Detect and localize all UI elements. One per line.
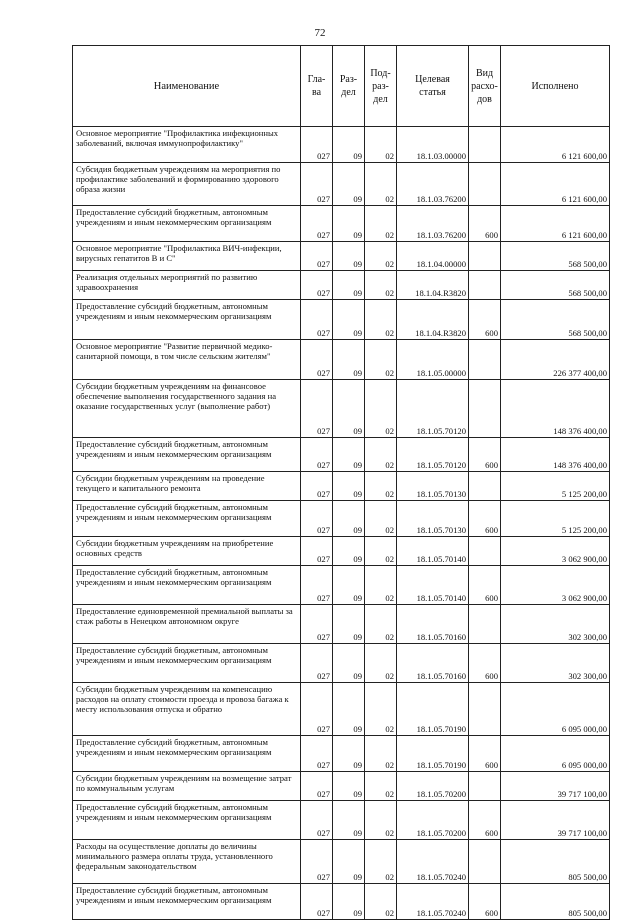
cell-executed: 6 121 600,00 (501, 127, 610, 163)
table-row (73, 472, 610, 501)
header-expense-type-line-3: дов (477, 93, 492, 105)
cell-subsection: 02 (365, 884, 397, 920)
cell-executed: 805 500,00 (501, 840, 610, 884)
cell-expense-type (469, 605, 501, 644)
cell-chapter: 027 (301, 605, 333, 644)
cell-executed: 6 121 600,00 (501, 163, 610, 206)
cell-subsection: 02 (365, 271, 397, 300)
table-row (73, 736, 610, 772)
cell-target: 18.1.05.70140 (397, 566, 469, 605)
table-row (73, 206, 610, 242)
table-row (73, 242, 610, 271)
cell-subsection: 02 (365, 644, 397, 683)
header-target (397, 46, 469, 127)
cell-name: Предоставление субсидий бюджетным, автономным учреждениям и иным некоммерческим организациям (73, 884, 301, 920)
cell-expense-type (469, 163, 501, 206)
cell-name: Предоставление субсидий бюджетным, автономным учреждениям и иным некоммерческим организациям (73, 501, 301, 537)
cell-chapter: 027 (301, 472, 333, 501)
cell-name: Предоставление субсидий бюджетным, автономным учреждениям и иным некоммерческим организациям (73, 566, 301, 605)
cell-executed: 3 062 900,00 (501, 537, 610, 566)
cell-expense-type: 600 (469, 501, 501, 537)
cell-chapter: 027 (301, 340, 333, 380)
cell-name: Основное мероприятие "Профилактика инфекционных заболеваний, включая иммунопрофилактику" (73, 127, 301, 163)
cell-target: 18.1.04.R3820 (397, 271, 469, 300)
cell-section: 09 (333, 163, 365, 206)
cell-subsection: 02 (365, 537, 397, 566)
cell-section: 09 (333, 772, 365, 801)
cell-expense-type (469, 472, 501, 501)
cell-name: Предоставление субсидий бюджетным, автономным учреждениям и иным некоммерческим организациям (73, 801, 301, 840)
table-row (73, 537, 610, 566)
cell-executed: 39 717 100,00 (501, 801, 610, 840)
cell-chapter: 027 (301, 772, 333, 801)
cell-executed: 5 125 200,00 (501, 501, 610, 537)
cell-expense-type (469, 537, 501, 566)
cell-target: 18.1.05.70190 (397, 683, 469, 736)
header-section-line-1: Раз- (339, 74, 358, 85)
header-executed: Исполнено (501, 46, 610, 127)
cell-chapter: 027 (301, 300, 333, 340)
cell-section: 09 (333, 271, 365, 300)
cell-subsection: 02 (365, 772, 397, 801)
cell-name: Предоставление субсидий бюджетным, автономным учреждениям и иным некоммерческим организациям (73, 206, 301, 242)
cell-expense-type: 600 (469, 206, 501, 242)
cell-target: 18.1.05.70160 (397, 605, 469, 644)
cell-target: 18.1.03.00000 (397, 127, 469, 163)
cell-target: 18.1.05.70140 (397, 537, 469, 566)
cell-section: 09 (333, 801, 365, 840)
cell-section: 09 (333, 566, 365, 605)
cell-executed: 805 500,00 (501, 884, 610, 920)
cell-executed: 568 500,00 (501, 242, 610, 271)
cell-chapter: 027 (301, 242, 333, 271)
cell-target: 18.1.05.70160 (397, 644, 469, 683)
budget-execution-table (72, 45, 610, 920)
header-subsection-line-2: раз- (372, 80, 389, 92)
cell-section: 09 (333, 644, 365, 683)
table-row (73, 605, 610, 644)
table-row (73, 438, 610, 472)
cell-name: Основное мероприятие "Развитие первичной медико-санитарной помощи, в том числе сельским жителям" (73, 340, 301, 380)
cell-subsection: 02 (365, 438, 397, 472)
cell-chapter: 027 (301, 271, 333, 300)
header-expense-type-line-2: расхо- (471, 80, 498, 92)
header-chapter-line-2: ва (311, 87, 322, 98)
table-row (73, 644, 610, 683)
cell-section: 09 (333, 605, 365, 644)
cell-subsection: 02 (365, 605, 397, 644)
cell-section: 09 (333, 472, 365, 501)
cell-executed: 568 500,00 (501, 271, 610, 300)
table-row (73, 772, 610, 801)
cell-executed: 3 062 900,00 (501, 566, 610, 605)
cell-executed: 5 125 200,00 (501, 472, 610, 501)
cell-subsection: 02 (365, 566, 397, 605)
cell-target: 18.1.05.70200 (397, 772, 469, 801)
cell-chapter: 027 (301, 537, 333, 566)
cell-target: 18.1.05.70130 (397, 472, 469, 501)
cell-expense-type (469, 683, 501, 736)
cell-chapter: 027 (301, 566, 333, 605)
cell-chapter: 027 (301, 206, 333, 242)
cell-name: Предоставление субсидий бюджетным, автономным учреждениям и иным некоммерческим организациям (73, 736, 301, 772)
cell-section: 09 (333, 537, 365, 566)
table-row (73, 300, 610, 340)
cell-chapter: 027 (301, 644, 333, 683)
cell-section: 09 (333, 683, 365, 736)
cell-name: Реализация отдельных мероприятий по развитию здравоохранения (73, 271, 301, 300)
cell-chapter: 027 (301, 501, 333, 537)
cell-subsection: 02 (365, 683, 397, 736)
cell-executed: 148 376 400,00 (501, 438, 610, 472)
header-expense-type (469, 46, 501, 127)
cell-chapter: 027 (301, 163, 333, 206)
header-name: Наименование (73, 46, 301, 127)
cell-subsection: 02 (365, 340, 397, 380)
table-row (73, 566, 610, 605)
cell-name: Предоставление единовременной премиальной выплаты за стаж работы в Ненецком автономном округе (73, 605, 301, 644)
cell-expense-type (469, 242, 501, 271)
cell-section: 09 (333, 501, 365, 537)
cell-target: 18.1.05.70190 (397, 736, 469, 772)
cell-target: 18.1.04.00000 (397, 242, 469, 271)
cell-chapter: 027 (301, 884, 333, 920)
cell-executed: 568 500,00 (501, 300, 610, 340)
cell-chapter: 027 (301, 380, 333, 438)
cell-expense-type: 600 (469, 644, 501, 683)
cell-chapter: 027 (301, 127, 333, 163)
cell-name: Субсидии бюджетным учреждениям на приобретение основных средств (73, 537, 301, 566)
table-row (73, 840, 610, 884)
header-target-line-1: Целевая (415, 74, 450, 85)
table-body (73, 127, 610, 920)
cell-expense-type (469, 772, 501, 801)
cell-expense-type: 600 (469, 300, 501, 340)
cell-subsection: 02 (365, 801, 397, 840)
header-section-line-2: дел (341, 87, 356, 98)
cell-target: 18.1.05.70120 (397, 380, 469, 438)
cell-target: 18.1.05.70120 (397, 438, 469, 472)
cell-executed: 226 377 400,00 (501, 340, 610, 380)
cell-subsection: 02 (365, 380, 397, 438)
header-target-line-2: статья (419, 87, 446, 98)
cell-chapter: 027 (301, 840, 333, 884)
cell-subsection: 02 (365, 501, 397, 537)
cell-expense-type: 600 (469, 566, 501, 605)
cell-subsection: 02 (365, 736, 397, 772)
cell-expense-type (469, 271, 501, 300)
cell-chapter: 027 (301, 683, 333, 736)
cell-executed: 148 376 400,00 (501, 380, 610, 438)
cell-subsection: 02 (365, 163, 397, 206)
cell-executed: 6 095 000,00 (501, 683, 610, 736)
cell-target: 18.1.05.70240 (397, 884, 469, 920)
cell-subsection: 02 (365, 242, 397, 271)
cell-target: 18.1.05.70200 (397, 801, 469, 840)
cell-chapter: 027 (301, 801, 333, 840)
cell-name: Субсидии бюджетным учреждениям на компенсацию расходов на оплату стоимости проезда и провоза багажа к месту использования отпуска и обратно (73, 683, 301, 736)
cell-name: Субсидии бюджетным учреждениям на возмещение затрат по коммунальным услугам (73, 772, 301, 801)
cell-expense-type: 600 (469, 884, 501, 920)
table-row (73, 501, 610, 537)
cell-section: 09 (333, 884, 365, 920)
table-row (73, 127, 610, 163)
cell-expense-type: 600 (469, 438, 501, 472)
cell-target: 18.1.03.76200 (397, 206, 469, 242)
header-subsection-line-3: дел (373, 93, 388, 105)
cell-section: 09 (333, 380, 365, 438)
cell-target: 18.1.05.70240 (397, 840, 469, 884)
cell-executed: 302 300,00 (501, 644, 610, 683)
cell-expense-type (469, 340, 501, 380)
table-row (73, 884, 610, 920)
cell-section: 09 (333, 340, 365, 380)
header-chapter-line-1: Гла- (307, 74, 326, 85)
header-expense-type-line-1: Вид (475, 67, 494, 79)
table-row (73, 340, 610, 380)
cell-expense-type (469, 380, 501, 438)
cell-section: 09 (333, 438, 365, 472)
cell-target: 18.1.04.R3820 (397, 300, 469, 340)
cell-executed: 6 121 600,00 (501, 206, 610, 242)
table-row (73, 801, 610, 840)
cell-executed: 6 095 000,00 (501, 736, 610, 772)
cell-section: 09 (333, 127, 365, 163)
cell-section: 09 (333, 736, 365, 772)
cell-expense-type: 600 (469, 736, 501, 772)
cell-target: 18.1.05.00000 (397, 340, 469, 380)
cell-section: 09 (333, 206, 365, 242)
cell-name: Предоставление субсидий бюджетным, автономным учреждениям и иным некоммерческим организациям (73, 644, 301, 683)
table-row (73, 683, 610, 736)
table-row (73, 163, 610, 206)
cell-name: Предоставление субсидий бюджетным, автономным учреждениям и иным некоммерческим организациям (73, 438, 301, 472)
page-number: 72 (314, 27, 326, 39)
cell-name: Расходы на осуществление доплаты до величины минимального размера оплаты труда, установленного федеральным законодательством (73, 840, 301, 884)
table-header-row (73, 46, 610, 127)
cell-executed: 39 717 100,00 (501, 772, 610, 801)
cell-subsection: 02 (365, 840, 397, 884)
cell-section: 09 (333, 840, 365, 884)
cell-chapter: 027 (301, 736, 333, 772)
cell-subsection: 02 (365, 127, 397, 163)
cell-section: 09 (333, 242, 365, 271)
header-chapter (301, 46, 333, 127)
cell-target: 18.1.03.76200 (397, 163, 469, 206)
cell-name: Субсидии бюджетным учреждениям на проведение текущего и капитального ремонта (73, 472, 301, 501)
table-row (73, 271, 610, 300)
header-subsection (365, 46, 397, 127)
cell-expense-type: 600 (469, 801, 501, 840)
header-section (333, 46, 365, 127)
header-subsection-line-1: Под- (370, 67, 391, 79)
cell-name: Предоставление субсидий бюджетным, автономным учреждениям и иным некоммерческим организациям (73, 300, 301, 340)
cell-target: 18.1.05.70130 (397, 501, 469, 537)
cell-chapter: 027 (301, 438, 333, 472)
cell-expense-type (469, 127, 501, 163)
cell-expense-type (469, 840, 501, 884)
cell-name: Основное мероприятие "Профилактика ВИЧ-инфекции, вирусных гепатитов В и С" (73, 242, 301, 271)
cell-section: 09 (333, 300, 365, 340)
cell-subsection: 02 (365, 300, 397, 340)
cell-name: Субсидия бюджетным учреждениям на мероприятия по профилактике заболеваний и формированию здорового образа жизни (73, 163, 301, 206)
cell-subsection: 02 (365, 206, 397, 242)
cell-name: Субсидии бюджетным учреждениям на финансовое обеспечение выполнения государственного задания на оказание государственных услуг (выполнение работ) (73, 380, 301, 438)
cell-executed: 302 300,00 (501, 605, 610, 644)
cell-subsection: 02 (365, 472, 397, 501)
table-row (73, 380, 610, 438)
